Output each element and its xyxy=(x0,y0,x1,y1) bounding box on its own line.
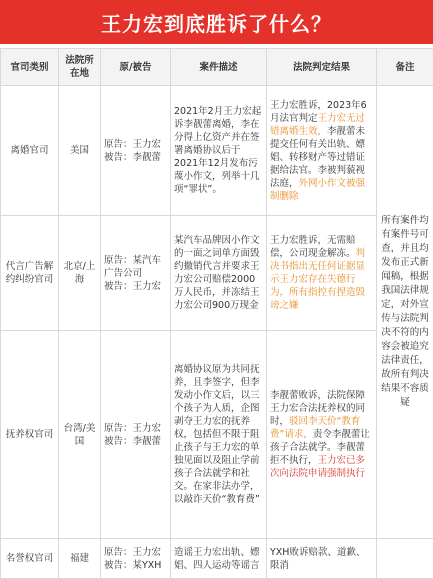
result-text: 责令李靓蕾让孩子合法就学。李靓蕾拒不执行， xyxy=(270,429,370,466)
case-court: 福建 xyxy=(59,539,101,579)
case-description: 离婚协议原为共同抚养，且李签字，但李发动小作文后，以三个孩子为人质，企图剥夺王力宏的抚养权，包括但不限于阻止孩子与王力宏的单独见面以及阻止学前孩子合法就学和社交。在家非法办学，以敲诈天价“教育费” xyxy=(171,331,267,539)
header-category: 官司类别 xyxy=(1,49,59,86)
table-row xyxy=(1,331,433,539)
plaintiff: 原告：王力宏 xyxy=(104,546,167,559)
defendant: 被告：某YXH xyxy=(104,559,167,572)
case-result xyxy=(267,216,377,331)
header-row xyxy=(1,49,433,86)
defendant: 被告：王力宏 xyxy=(104,280,167,293)
case-result xyxy=(267,331,377,539)
header-note: 备注 xyxy=(377,49,433,86)
case-court: 美国 xyxy=(59,86,101,216)
note-cell xyxy=(377,86,433,539)
note-empty xyxy=(377,539,433,579)
case-parties xyxy=(101,216,171,331)
case-category: 抚养权官司 xyxy=(1,331,59,539)
title-banner xyxy=(0,0,433,44)
result-highlight: 王力宏无过错离婚生效， xyxy=(270,113,365,137)
result-highlight: 驳回李天价“教育费”请求， xyxy=(270,416,360,440)
result-text: 李靓蕾败诉，法院保障王力宏合法抚养权的同时， xyxy=(270,390,365,427)
banner-title: 王力宏到底胜诉了什么？ xyxy=(101,8,332,37)
table-row xyxy=(1,216,433,331)
case-court: 台湾/美国 xyxy=(59,331,101,539)
plaintiff: 原告：某汽车广告公司 xyxy=(104,254,167,280)
case-result: YXH败诉赔款、道歉、限消 xyxy=(267,539,377,579)
case-result xyxy=(267,86,377,216)
case-parties xyxy=(101,331,171,539)
result-highlight: 判决书指出无任何证据显示王力宏存在失德行为，所有指控有捏造毁谤之嫌 xyxy=(270,248,365,311)
lawsuit-table xyxy=(0,48,433,579)
result-text: 李靓蕾未提交任何有关出轨、嫖娼、转移财产等过错证据给法官。李被判藐视法庭， xyxy=(270,126,365,189)
header-result: 法院判定结果 xyxy=(267,49,377,86)
case-category: 离婚官司 xyxy=(1,86,59,216)
defendant: 被告：李靓蕾 xyxy=(104,435,167,448)
case-description: 2021年2月王力宏起诉李靓蕾离婚，李在分得上亿资产并在签署离婚协议后于2021年12月发布污蔑小作文，列举十几项“罪状”。 xyxy=(171,86,267,216)
table-row xyxy=(1,539,433,579)
case-category: 名誉权官司 xyxy=(1,539,59,579)
table-row xyxy=(1,86,433,216)
header-parties: 原/被告 xyxy=(101,49,171,86)
case-description: 造谣王力宏出轨、嫖娼、四人运动等谣言 xyxy=(171,539,267,579)
note-text: 所有案件均有案件号可查，并且均发布正式新闻稿，根据我国法律规定，对外宣传与法院判决不符的内容会被追究法律责任，故所有判决结果不容质疑 xyxy=(381,215,429,408)
case-parties xyxy=(101,539,171,579)
plaintiff: 原告：王力宏 xyxy=(104,138,167,151)
case-category: 代言广告解约纠纷官司 xyxy=(1,216,59,331)
result-highlight-red: 王力宏已多次向法院申请强制执行 xyxy=(270,455,365,479)
result-highlight: 外网小作文被强制删除 xyxy=(270,178,365,202)
case-court: 北京/上海 xyxy=(59,216,101,331)
case-parties xyxy=(101,86,171,216)
header-description: 案件描述 xyxy=(171,49,267,86)
defendant: 被告：李靓蕾 xyxy=(104,151,167,164)
header-court: 法院所在地 xyxy=(59,49,101,86)
result-text: 王力宏胜诉，无需赔偿，公司现金解冻。 xyxy=(270,235,356,259)
plaintiff: 原告：王力宏 xyxy=(104,422,167,435)
result-text: 王力宏胜诉，2023年6月法官判定 xyxy=(270,100,367,124)
case-description: 某汽车品牌因小作文的一面之词单方面毁约撤销代言并要求王力宏公司赔偿2000万人民币，并冻结王力宏公司900万现金 xyxy=(171,216,267,331)
